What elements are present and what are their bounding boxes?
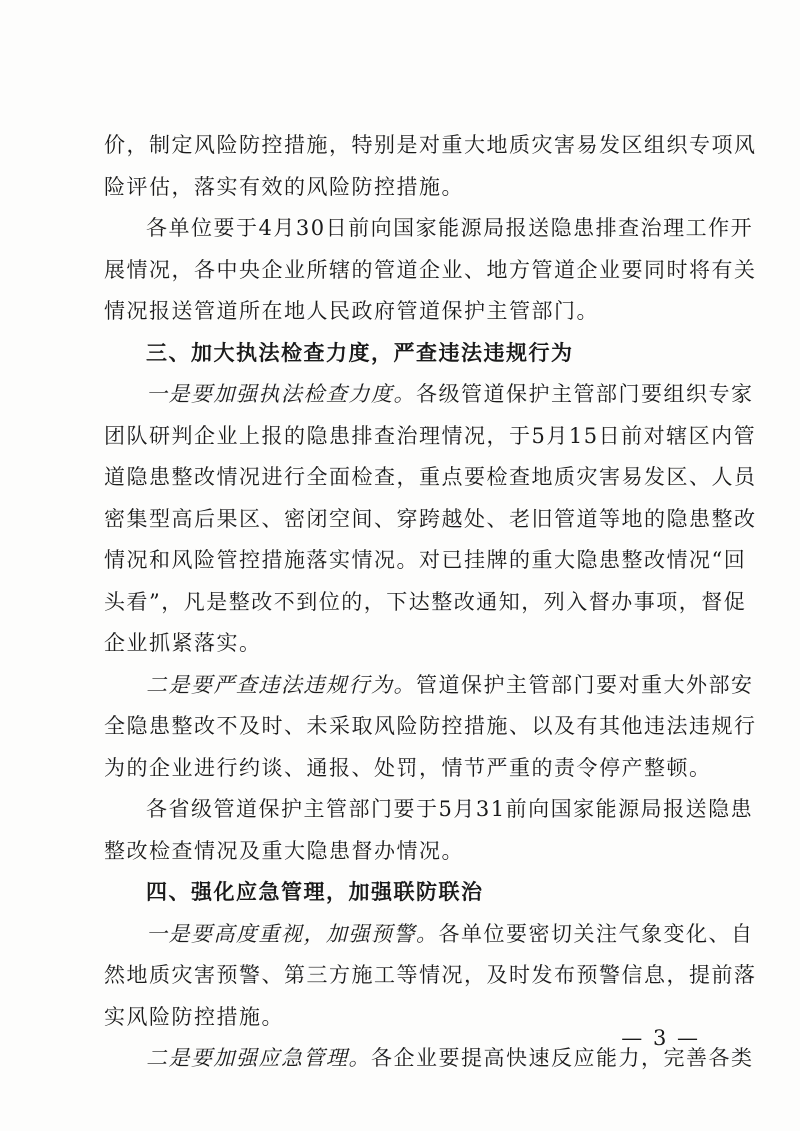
paragraph-lead: 二是要加强应急管理。 bbox=[146, 1046, 371, 1070]
paragraph-lead: 二是要严查违法违规行为。 bbox=[146, 673, 416, 697]
body-text-line bbox=[146, 1044, 754, 1072]
section-heading: 四、强化应急管理，加强联防联治 bbox=[146, 880, 484, 904]
section-heading: 三、加大执法检查力度，严查违法违规行为 bbox=[146, 341, 574, 365]
body-text-line: 密集型高后果区、密闭空间、穿跨越处、老旧管道等地的隐患整改 bbox=[104, 507, 757, 531]
paragraph-text: 各级管道保护主管部门要组织专家 bbox=[416, 382, 754, 406]
paragraph-lead: 一是要高度重视，加强预警。 bbox=[146, 922, 439, 946]
body-text-line: 情况和风险管控措施落实情况。对已挂牌的重大隐患整改情况“回 bbox=[104, 548, 747, 572]
body-text-line bbox=[146, 380, 754, 408]
body-text-line: 为的企业进行约谈、通报、处罚，情节严重的责令停产整顿。 bbox=[104, 756, 712, 780]
body-text-line: 各单位要于4月30日前向国家能源局报送隐患排查治理工作开 bbox=[146, 216, 754, 240]
body-text-line: 然地质灾害预警、第三方施工等情况，及时发布预警信息，提前落 bbox=[104, 963, 757, 987]
paragraph-lead: 一是要加强执法检查力度。 bbox=[146, 382, 416, 406]
body-text-line: 全隐患整改不及时、未采取风险防控措施、以及有其他违法违规行 bbox=[104, 714, 757, 738]
body-text-line: 情况报送管道所在地人民政府管道保护主管部门。 bbox=[104, 299, 599, 323]
paragraph-text: 管道保护主管部门要对重大外部安 bbox=[416, 673, 754, 697]
body-text-line: 各省级管道保护主管部门要于5月31前向国家能源局报送隐患 bbox=[146, 797, 754, 821]
body-text-line: 展情况，各中央企业所辖的管道企业、地方管道企业要同时将有关 bbox=[104, 258, 757, 282]
body-text-line: 团队研判企业上报的隐患排查治理情况，于5月15日前对辖区内管 bbox=[104, 424, 757, 448]
body-text-line bbox=[146, 920, 754, 948]
body-text-line: 实风险防控措施。 bbox=[104, 1005, 284, 1029]
body-text-line: 险评估，落实有效的风险防控措施。 bbox=[104, 175, 464, 199]
paragraph-text: 各单位要密切关注气象变化、自 bbox=[438, 922, 754, 946]
body-text-line: 企业抓紧落实。 bbox=[104, 631, 262, 655]
body-text-line: 道隐患整改情况进行全面检查，重点要检查地质灾害易发区、人员 bbox=[104, 465, 757, 489]
body-text-line: 价，制定风险防控措施，特别是对重大地质灾害易发区组织专项风 bbox=[104, 133, 757, 157]
page-number: — 3 — bbox=[621, 1026, 700, 1050]
paragraph-text: 各企业要提高快速反应能力，完善各类 bbox=[371, 1046, 754, 1070]
body-text-line bbox=[146, 671, 754, 699]
body-text-line: 头看”，凡是整改不到位的，下达整改通知，列入督办事项，督促 bbox=[104, 590, 747, 614]
body-text-line: 整改检查情况及重大隐患督办情况。 bbox=[104, 839, 464, 863]
